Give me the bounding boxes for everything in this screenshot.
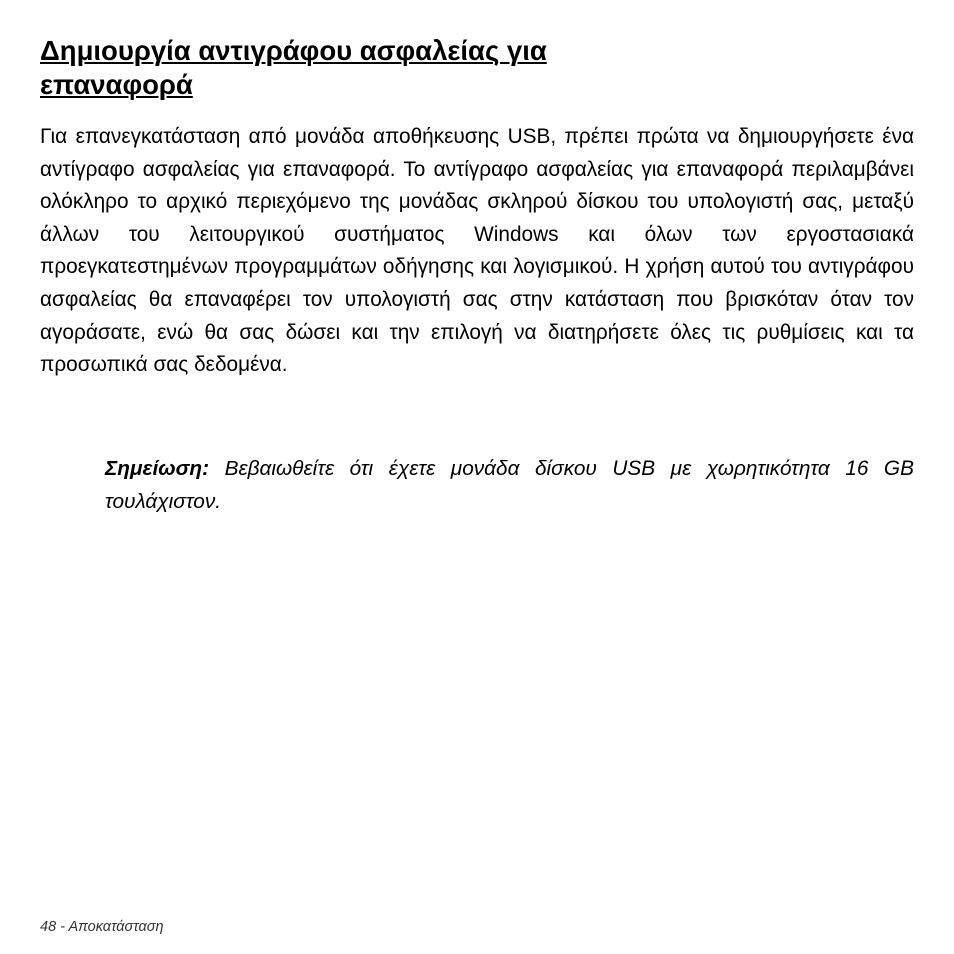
section-heading-line2: επαναφορά bbox=[40, 69, 193, 100]
note-paragraph bbox=[105, 453, 914, 518]
section-heading-line1: Δημιουργία αντιγράφου ασφαλείας για bbox=[40, 35, 547, 66]
note-label: Σημείωση: bbox=[105, 457, 210, 480]
body-paragraph: Για επανεγκατάσταση από μονάδα αποθήκευσης USB, πρέπει πρώτα να δημιουργήσετε ένα αντίγραφο ασφαλείας για επαναφορά. Το αντίγραφο ασφαλείας για επαναφορά περιλαμβάνει ολόκληρο το αρχικό περιεχόμενο της μονάδας σκληρού δίσκου του υπολογιστή σας, μεταξύ άλλων του λειτουργικού συστήματος Windows και όλων των εργοστασιακά προεγκατεστημένων προγραμμάτων οδήγησης και λογισμικού. Η χρήση αυτού του αντιγράφου ασφαλείας θα επαναφέρει τον υπολογιστή σας στην κατάσταση που βρισκόταν όταν τον αγοράσατε, ενώ θα σας δώσει και την επιλογή να διατηρήσετε όλες τις ρυθμίσεις και τα προσωπικά σας δεδομένα. bbox=[40, 125, 914, 377]
page-footer: 48 - Αποκατάσταση bbox=[40, 919, 164, 935]
note-text: Βεβαιωθείτε ότι έχετε μονάδα δίσκου USB με χωρητικότητα 16 GB τουλάχιστον. bbox=[105, 457, 914, 513]
section-heading bbox=[40, 34, 760, 102]
